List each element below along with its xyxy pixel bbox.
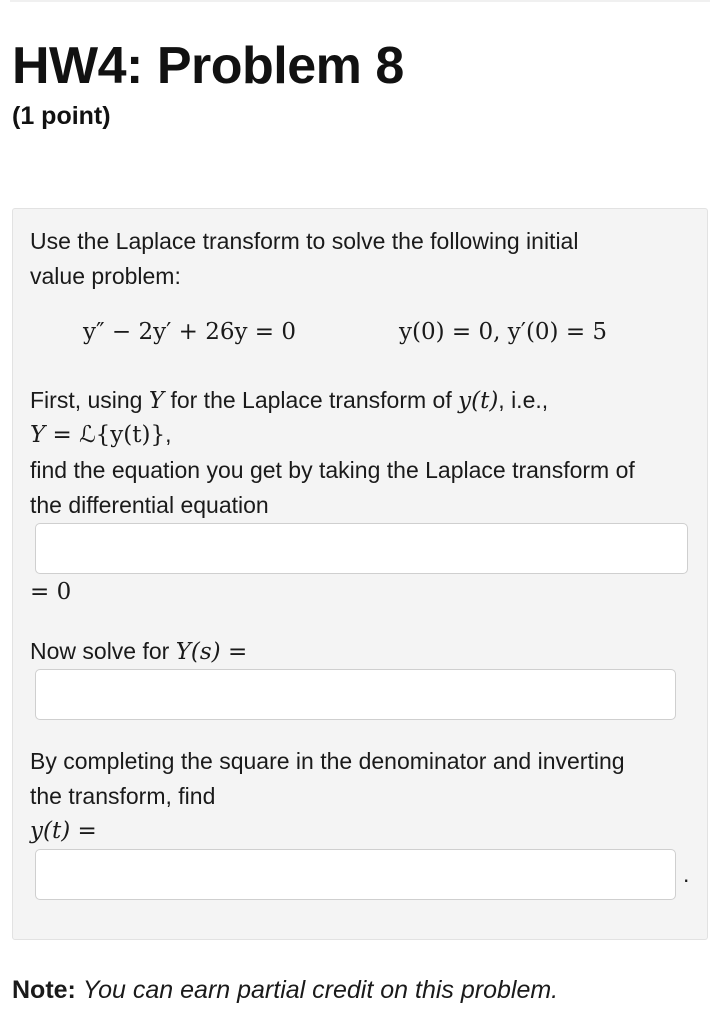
first-Y-symbol: Y (148, 388, 165, 414)
solve-instruction (30, 634, 247, 670)
laplace-definition (30, 417, 172, 453)
complete-line-2: the transform, find (30, 783, 216, 809)
page-title: HW4: Problem 8 (12, 37, 404, 95)
note-text: You can earn partial credit on this problem. (82, 976, 559, 1004)
top-divider (10, 0, 710, 2)
first-middle: for the Laplace transform of (170, 387, 452, 413)
first-prefix: First, using (30, 387, 143, 413)
first-yt-symbol: y(t) (458, 388, 499, 414)
def-expression: = ℒ{y(t)} (45, 422, 166, 448)
problem-panel (12, 208, 708, 940)
def-Y-symbol: Y (30, 422, 46, 448)
ode-equation: y″ − 2y′ + 26y = 0 (83, 319, 297, 345)
y-of-t-label: y(t) = (30, 818, 97, 844)
transform-equation-input[interactable] (35, 523, 688, 574)
first-instruction (30, 383, 548, 419)
solve-prefix: Now solve for (30, 638, 170, 664)
Y-of-s-input[interactable] (35, 669, 676, 720)
first-suffix: , i.e., (498, 387, 549, 413)
initial-conditions: y(0) = 0, y′(0) = 5 (399, 319, 608, 345)
partial-credit-note (12, 976, 558, 1005)
find-line-1: find the equation you get by taking the Laplace transform of (30, 457, 635, 483)
y-of-t-input[interactable] (35, 849, 676, 900)
def-suffix: , (165, 421, 172, 447)
intro-line-2: value problem: (30, 263, 181, 289)
trailing-period: . (683, 861, 690, 887)
equals-zero: = 0 (30, 579, 72, 605)
find-line-2: the differential equation (30, 492, 269, 518)
problem-points: (1 point) (12, 102, 111, 130)
note-label: Note: (12, 976, 76, 1004)
intro-line-1: Use the Laplace transform to solve the following initial (30, 228, 579, 254)
Y-of-s-label: Y(s) = (175, 639, 248, 665)
complete-line-1: By completing the square in the denominator and inverting (30, 748, 625, 774)
